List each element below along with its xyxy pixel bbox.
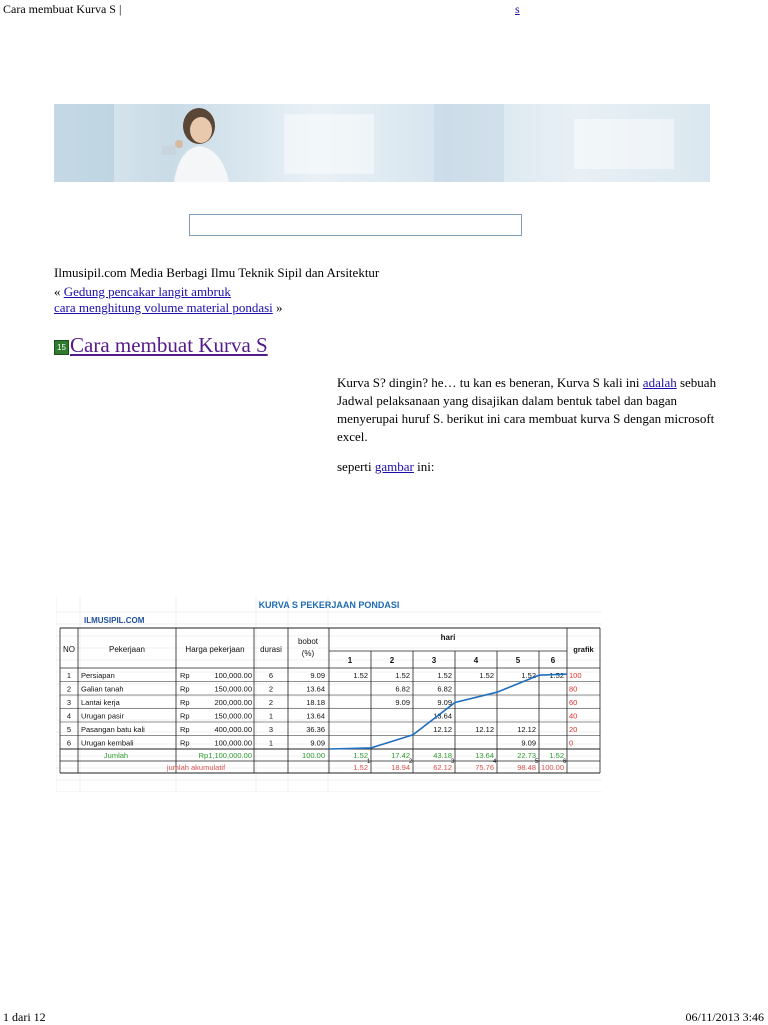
curve-marker-label: 1: [367, 759, 371, 765]
paragraph-text: sebuah Jadwal pelaksanaan yang disajikan dalam bentuk tabel dan bagan menyerupai huruf S. berikut ini cara membuat kurva S dengan microsoft excel.: [337, 375, 717, 444]
grafik-axis-label: 100: [569, 671, 582, 680]
page-header-title: Cara membuat Kurva S |: [3, 2, 122, 16]
curve-marker-label: 6: [563, 759, 567, 765]
row-durasi: 3: [268, 725, 274, 734]
row-durasi: 2: [268, 698, 274, 707]
site-tagline: Ilmusipil.com Media Berbagi Ilmu Teknik Sipil dan Arsitektur: [54, 265, 380, 280]
grafik-axis-label: 80: [569, 684, 578, 694]
sheet-site-label: ILMUSIPIL.COM: [84, 616, 145, 625]
row-no: 3: [66, 698, 72, 707]
akumulatif-day-value: 18.94: [391, 763, 410, 772]
row-no: 1: [66, 671, 72, 680]
row-no: 6: [66, 738, 72, 748]
jumlah-label: Jumlah: [103, 751, 129, 760]
row-day-value: 12.12: [475, 725, 494, 734]
post-title[interactable]: Cara membuat Kurva S: [70, 333, 268, 357]
row-rp: Rp: [180, 711, 190, 721]
row-day-value: 6.82: [395, 684, 410, 694]
row-day-value: 9.09: [437, 698, 452, 707]
grafik-axis-label: 0: [569, 738, 574, 748]
header-durasi: durasi: [260, 645, 282, 654]
row-day-value: 9.09: [395, 698, 410, 707]
jumlah-day-value: 13.64: [475, 751, 494, 760]
akumulatif-day-value: 98.48: [517, 763, 536, 772]
row-day-value: 6.82: [437, 684, 452, 694]
curve-marker-label: 2: [409, 759, 413, 765]
row-day-value: 1.52: [549, 671, 564, 680]
next-post-nav: [54, 300, 283, 316]
jumlah-price: Rp1,100,000.00: [198, 751, 252, 760]
prev-post-nav: [54, 284, 231, 300]
gambar-link[interactable]: gambar: [374, 459, 414, 474]
akumulatif-day-value: 100.00: [541, 763, 564, 772]
row-pekerjaan: Galian tanah: [81, 684, 124, 694]
row-day-value: 12.12: [517, 725, 536, 734]
header-hari: hari: [440, 633, 456, 642]
prev-arrow: «: [54, 284, 61, 299]
row-rp: Rp: [180, 684, 190, 694]
post-paragraph-2: [337, 458, 717, 476]
paragraph-text: seperti: [337, 459, 375, 474]
row-durasi: 2: [268, 684, 274, 694]
print-timestamp: 06/11/2013 3:46: [685, 1010, 764, 1024]
person-photo: [134, 104, 264, 182]
header-banner-image: [54, 104, 710, 182]
jumlah-bobot: 100.00: [302, 751, 325, 760]
header-harga: Harga pekerjaan: [185, 645, 245, 654]
post-paragraph-1: [337, 374, 717, 446]
calendar-icon: 15: [54, 340, 69, 355]
adalah-link[interactable]: adalah: [642, 375, 677, 390]
curve-marker-label: 5: [535, 759, 539, 765]
paragraph-text: Kurva S? dingin? he… tu kan es beneran, Kurva S kali ini: [337, 375, 643, 390]
row-bobot: 18.18: [306, 698, 325, 707]
row-rp: Rp: [180, 671, 190, 680]
row-bobot: 9.09: [310, 671, 325, 680]
header-day: 5: [515, 656, 521, 665]
grafik-axis-label: 40: [569, 711, 578, 721]
akumulatif-day-value: 75.76: [475, 763, 494, 772]
header-pekerjaan: Pekerjaan: [108, 645, 146, 654]
row-no: 4: [66, 711, 72, 721]
header-day: 2: [389, 656, 395, 665]
next-post-link[interactable]: cara menghitung volume material pondasi: [54, 300, 273, 315]
row-durasi: 1: [268, 711, 274, 721]
row-day-value: 1.52: [437, 671, 452, 680]
header-no: NO: [63, 645, 75, 654]
paragraph-text: ini:: [413, 459, 435, 474]
row-pekerjaan: Persiapan: [81, 671, 115, 680]
row-rp: Rp: [180, 725, 190, 734]
row-day-value: 12.12: [433, 725, 452, 734]
row-no: 5: [66, 725, 72, 734]
akumulatif-day-value: 1.52: [353, 763, 368, 772]
post-body: [337, 374, 717, 488]
page-counter: 1 dari 12: [3, 1010, 46, 1024]
row-price: 100,000.00: [214, 738, 252, 748]
header-day: 3: [431, 656, 437, 665]
curve-marker-label: 4: [493, 759, 497, 765]
row-durasi: 6: [268, 671, 274, 680]
kurva-s-spreadsheet: [56, 596, 602, 792]
header-link[interactable]: s: [515, 2, 520, 16]
header-bobot-pct: (%): [301, 649, 315, 658]
row-day-value: 9.09: [521, 738, 536, 748]
row-day-value: 1.52: [353, 671, 368, 680]
row-pekerjaan: Urugan pasir: [81, 711, 124, 721]
grafik-axis-label: 20: [569, 725, 578, 734]
akumulatif-label: jumlah akumulatif: [166, 763, 226, 772]
curve-marker-label: 3: [451, 759, 455, 765]
search-input[interactable]: [189, 214, 522, 236]
row-price: 400,000.00: [214, 725, 252, 734]
row-price: 200,000.00: [214, 698, 252, 707]
row-bobot: 13.64: [306, 684, 325, 694]
row-bobot: 36.36: [306, 725, 325, 734]
row-price: 150,000.00: [214, 711, 252, 721]
row-day-value: 13.64: [433, 711, 452, 721]
sheet-title: KURVA S PEKERJAAN PONDASI: [258, 600, 400, 610]
header-grafik: grafik: [573, 645, 594, 654]
row-bobot: 9.09: [310, 738, 325, 748]
jumlah-day-value: 17.42: [391, 751, 410, 760]
row-pekerjaan: Urugan kembali: [81, 738, 134, 748]
jumlah-day-value: 1.52: [353, 751, 368, 760]
jumlah-day-value: 22.73: [517, 751, 536, 760]
next-arrow: »: [276, 300, 283, 315]
prev-post-link[interactable]: Gedung pencakar langit ambruk: [63, 284, 231, 299]
row-price: 100,000.00: [214, 671, 252, 680]
row-day-value: 1.52: [479, 671, 494, 680]
header-day: 6: [550, 656, 556, 665]
header-bobot: bobot: [297, 637, 319, 646]
row-pekerjaan: Lantai kerja: [81, 698, 120, 707]
row-rp: Rp: [180, 698, 190, 707]
row-rp: Rp: [180, 738, 190, 748]
row-no: 2: [66, 684, 72, 694]
row-durasi: 1: [268, 738, 274, 748]
row-day-value: 1.52: [521, 671, 536, 680]
header-day: 1: [347, 656, 353, 665]
row-price: 150,000.00: [214, 684, 252, 694]
kurva-s-table-svg: [56, 596, 602, 792]
akumulatif-day-value: 62.12: [433, 763, 452, 772]
header-day: 4: [473, 656, 479, 665]
row-bobot: 13.64: [306, 711, 325, 721]
grafik-axis-label: 60: [569, 698, 578, 707]
row-pekerjaan: Pasangan batu kali: [81, 725, 145, 734]
jumlah-day-value: 43.18: [433, 751, 452, 760]
row-day-value: 1.52: [395, 671, 410, 680]
jumlah-day-value: 1.52: [549, 751, 564, 760]
